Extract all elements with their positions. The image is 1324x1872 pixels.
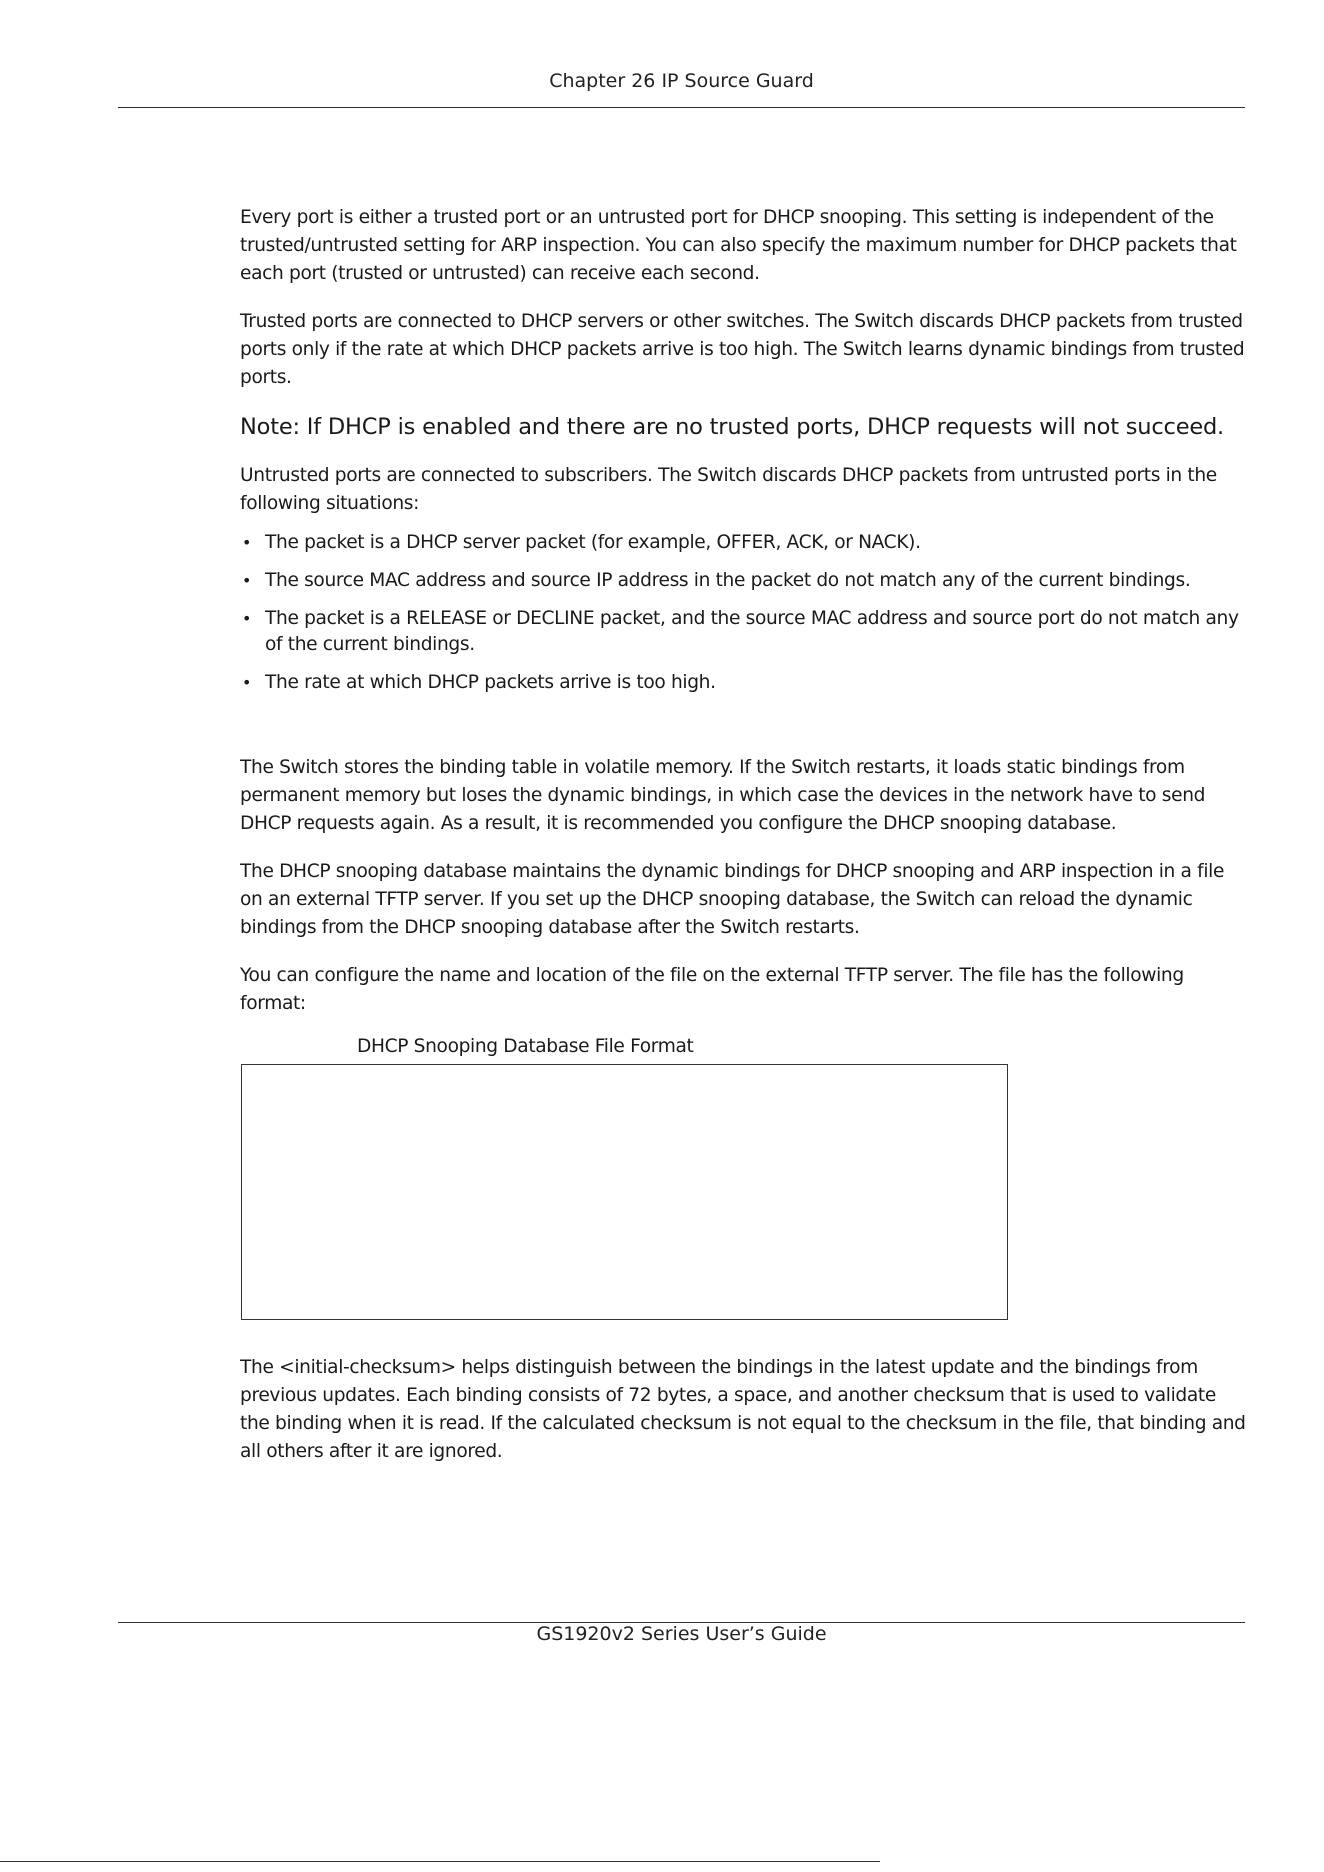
list-item: • The packet is a RELEASE or DECLINE packet, and the source MAC address and source port do not match any of the current bindings.	[240, 606, 1250, 658]
guide-footer: GS1920v2 Series User’s Guide	[536, 1623, 827, 1645]
discard-situations-list	[240, 530, 1250, 696]
paragraph-trusted-untrusted: Every port is either a trusted port or an untrusted port for DHCP snooping. This setting is independent of the trusted/untrusted setting for ARP inspection. You can also specify the maximum number for DHCP packets that each port (trusted or untrusted) can receive each second.	[240, 207, 1237, 284]
figure-caption: DHCP Snooping Database File Format	[357, 1036, 694, 1057]
chapter-header: Chapter 26 IP Source Guard	[549, 70, 814, 92]
list-item: • The source MAC address and source IP address in the packet do not match any of the current bindings.	[240, 568, 1250, 594]
paragraph-trusted-ports: Trusted ports are connected to DHCP servers or other switches. The Switch discards DHCP packets from trusted ports only if the rate at which DHCP packets arrive is too high. The Switch learns dynamic bindings from trusted ports.	[240, 311, 1245, 388]
paragraph-snooping-database: The DHCP snooping database maintains the dynamic bindings for DHCP snooping and ARP inspection in a file on an external TFTP server. If you set up the DHCP snooping database, the Switch can reload the dynamic bindings from the DHCP snooping database after the Switch restarts.	[240, 861, 1225, 938]
page-body	[240, 204, 1250, 1486]
section-gap	[240, 708, 1250, 754]
paragraph-file-format: You can configure the name and location of the file on the external TFTP server. The file has the following format:	[240, 965, 1184, 1014]
file-format-figure-box	[241, 1064, 1008, 1320]
paragraph-initial-checksum: The <initial-checksum> helps distinguish between the bindings in the latest update and the bindings from previous updates. Each binding consists of 72 bytes, a space, and another checksum that is used to validate the binding when it is read. If the calculated checksum is not equal to the checksum in the file, that binding and all others after it are ignored.	[240, 1357, 1246, 1462]
header-divider	[118, 107, 1245, 108]
list-item: • The packet is a DHCP server packet (for example, OFFER, ACK, or NACK).	[240, 530, 1250, 556]
note: Note: If DHCP is enabled and there are no trusted ports, DHCP requests will not succeed.	[240, 414, 1225, 440]
paragraph-binding-table: The Switch stores the binding table in volatile memory. If the Switch restarts, it loads static bindings from permanent memory but loses the dynamic bindings, in which case the devices in the network have to send DHCP requests again. As a result, it is recommended you configure the DHCP snooping database.	[240, 757, 1206, 834]
page-bottom-rule	[0, 1861, 880, 1862]
paragraph-untrusted-ports: Untrusted ports are connected to subscribers. The Switch discards DHCP packets from untrusted ports in the following situations:	[240, 465, 1217, 514]
list-item: • The rate at which DHCP packets arrive is too high.	[240, 670, 1250, 696]
